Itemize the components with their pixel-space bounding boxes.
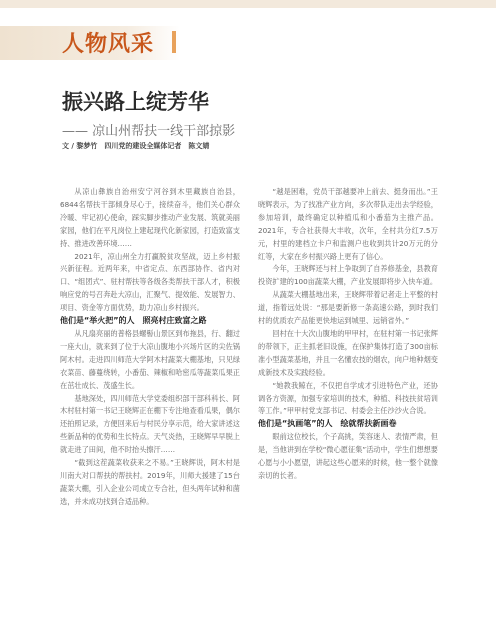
article-title: 振兴路上绽芳华 [62, 89, 209, 114]
article-subtitle: —— 凉山州帮扶一线干部掠影 [62, 124, 236, 139]
paragraph: 从凉山彝族自治州安宁河谷到木里藏族自治县，6844名帮扶干部倾身尽心于，接续奋斗，他们关心群众冷暖、牢记初心使命，踩实脚步推动产业发展、筑就美丽家园，他们在平凡岗位上建起现代化新家园，打造致富支持、推进改善环境…… [60, 187, 240, 248]
subheading: 他们是“执画笔”的人 绘就帮扶新画卷 [258, 419, 397, 429]
section-accent-bar [172, 31, 176, 53]
paragraph: 从蔬菜大棚基地出来，王晓辉带着记者走上平整的村道，指着远处说：“那是要新修一条高速公路，到时我们村的优质农产品能更快地运到城里、远销省外。” [258, 290, 438, 326]
top-decorative-bar [0, 0, 496, 8]
paragraph: 回村在十大次山腹地的甲甲村，在驻村第一书记张辉的带领下，正主抓老旧设施，在保护集体打造了300亩标准小型蔬菜基地，并且一名懂农技的烟农，向户地种烟变成新技术及实践经验。 [258, 328, 438, 377]
paragraph: “她教我鲸在，不仅把自学成才引进特色产业，还协调各方资源，加强专家培训的技术，种植、科技扶贫培训等工作。”甲甲村党支部书记、村委会主任沙沙火合说。 [258, 380, 438, 416]
section-title: 人物风采 [62, 32, 155, 57]
right-column [258, 186, 438, 483]
subheading: 他们是“举火把”的人 照亮村庄致富之路 [60, 316, 207, 326]
paragraph: 2021年，凉山州全力打赢脱贫攻坚战，迈上乡村振兴新征程。近两年来，中省定点、东西部协作、省内对口、“组团式”、驻村帮扶等各级各类帮扶干部人才，积极响应党的号召奔赴大凉山，汇聚气、提效能、发展智力、项目、资金等方面优势，助力凉山乡村振兴。 [60, 251, 240, 313]
article-byline: 文 / 黎梦竹 四川党的建设全媒体记者 陈文婧 [62, 142, 210, 150]
paragraph: 基地深处，四川师范大学党委组织部干部科科长、阿木村驻村第一书记王晓辉正在棚下专注地查看瓜果，偶尔还拍照记录，方便回来后与村民分享示范，给大家讲述这些新品种的优势和生长特点。天气炎热，王晓辉早早脱上就走进了田间，他不时抬头擦汗…… [60, 393, 240, 455]
paragraph: 眼前这位校长，个子高挑，笑容迷人、表情严肃，但是，当他讲到在学校“微心愿征集”活动中，学生们想想要心愿与小小愿望，讲起这些心愿来的时候，他一整个就像亲切的长者。 [258, 432, 438, 480]
paragraph: 今年，王晓辉还与村上争取到了自养修基金，县教育投资扩建的100亩蔬菜大棚，产业发展即将步入快车道。 [258, 264, 438, 287]
left-column [60, 186, 240, 509]
paragraph: 从凡扇亮丽的普格县螺髻山景区到布拖县，行、翻过一座大山，就来到了位于大凉山腹地小兴场片区的尖佐锅阿木村。走进四川师范大学阿木村蔬菜大棚基地，只见绿衣菜苗、藤蔓绕转，小番茄、辣椒和哈密瓜等蔬菜瓜果正在茁壮成长、茂盛生长。 [60, 328, 240, 390]
paragraph: “截到这茬蔬菜收获来之不易。”王晓辉说，阿木村是川南大对口帮扶的帮扶村。2019年，川师大援建了15台蔬菜大棚，引入企业公司成立专合社，但头两年试种和菌选，并未成功找到合适品种。 [60, 458, 240, 506]
paragraph: “越是困难，党员干部越要冲上前去、挺身而出。”王晓辉表示，为了找准产业方向，多次带队走出去学经验，参加培训，最终确定以种植瓜和小番茄为主推产品。2021年，专合社获得大丰收，次年，全村共分红7.5万元，村里的建档立卡户和监测户也收到共计20万元的分红等，大家在乡村振兴路上更有了信心。 [258, 187, 438, 261]
